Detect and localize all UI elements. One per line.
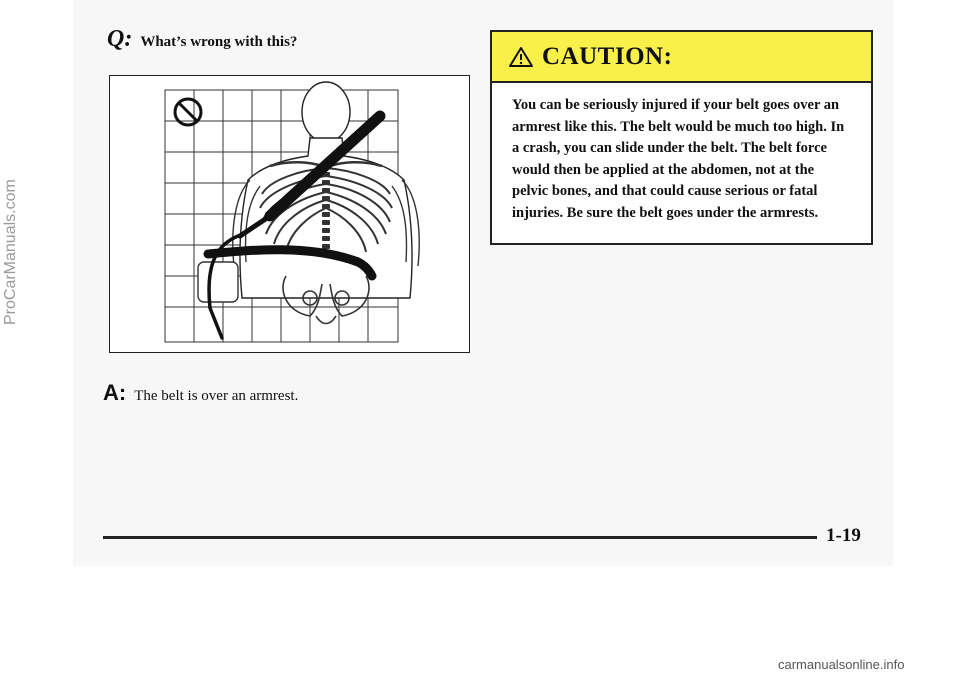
skeleton-diagram xyxy=(110,76,469,352)
belt-illustration xyxy=(109,75,470,353)
caution-text: You can be seriously injured if your belt goes over an armrest like this. The belt would be much too high. In a crash, you can slide under the belt. The belt force would then be applied at the abdomen, not at the pelvic bones, and that could cause serious or fatal injuries. Be sure the belt goes under the armrests. xyxy=(512,97,845,221)
footer-rule xyxy=(103,536,817,539)
bottom-watermark: carmanualsonline.info xyxy=(778,657,905,672)
question-letter: Q: xyxy=(107,26,133,52)
answer-letter: A: xyxy=(103,380,127,405)
armrest xyxy=(198,262,238,302)
warning-triangle-icon xyxy=(508,46,534,68)
caution-title: CAUTION: xyxy=(542,42,673,70)
caution-header xyxy=(492,32,871,83)
answer xyxy=(103,380,298,406)
question xyxy=(107,26,297,53)
answer-text: The belt is over an armrest. xyxy=(134,388,299,404)
page-number: 1-19 xyxy=(826,525,861,546)
question-text: What’s wrong with this? xyxy=(140,34,298,50)
caution-box xyxy=(490,30,873,245)
side-watermark: ProCarManuals.com xyxy=(2,179,19,325)
